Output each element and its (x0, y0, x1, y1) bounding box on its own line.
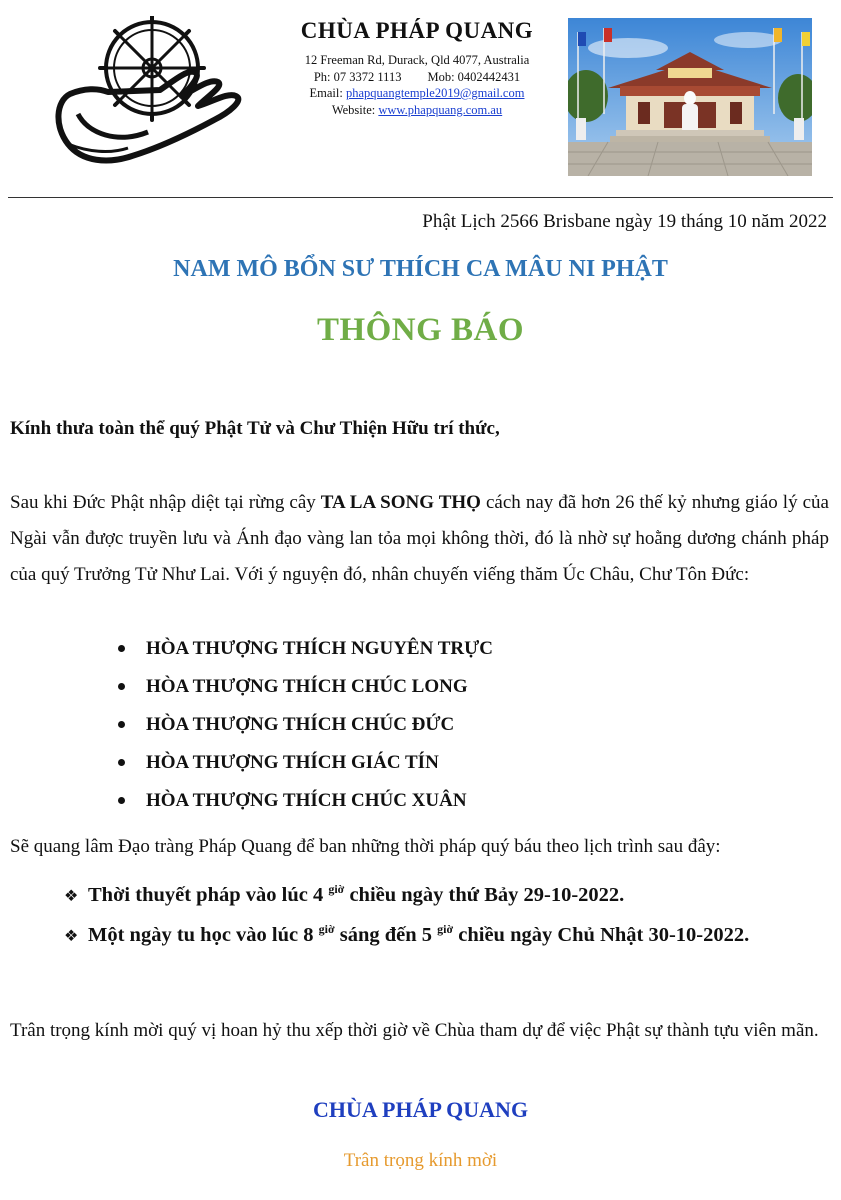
phone-number: Ph: 07 3372 1113 (313, 69, 402, 84)
email-label: Email: (309, 86, 343, 100)
diamond-bullet-icon: ❖ (64, 928, 79, 945)
list-item: HÒA THƯỢNG THÍCH GIÁC TÍN (118, 746, 493, 784)
dateline: Phật Lịch 2566 Brisbane ngày 19 tháng 10 năm 2022 (422, 211, 827, 232)
temple-address: 12 Freeman Rd, Durack, Qld 4077, Australia (304, 53, 530, 67)
invocation-heading: NAM MÔ BỔN SƯ THÍCH CA MÂU NI PHẬT (173, 256, 668, 282)
email-link[interactable]: phapquangtemple2019@gmail.com (345, 86, 525, 100)
temple-photo (568, 18, 812, 176)
list-item: HÒA THƯỢNG THÍCH CHÚC LONG (118, 670, 493, 708)
intro-text-after: cách nay đã hơn 26 thế kỷ nhưng giáo lý của Ngài vẫn được truyền lưu và Ánh đạo vàng lan tỏa mọi không thời, đó là nhờ sự hoằng dương chánh pháp của quý Trưởng Tử Như Lai. Với ý nguyện đó, nhân chuyến viếng thăm Úc Châu, Chư Tôn Đức: (10, 492, 829, 585)
intro-place: TA LA SONG THỌ (320, 492, 481, 513)
schedule-list (64, 878, 749, 958)
temple-email-line (272, 85, 562, 102)
list-item: HÒA THƯỢNG THÍCH CHÚC XUÂN (118, 784, 493, 822)
notice-title: THÔNG BÁO (316, 312, 525, 348)
temple-phones (272, 69, 562, 86)
list-item: HÒA THƯỢNG THÍCH CHÚC ĐỨC (118, 708, 493, 746)
header-divider (8, 197, 833, 198)
temple-name: CHÙA PHÁP QUANG (300, 18, 534, 43)
salutation: Kính thưa toàn thể quý Phật Tử và Chư Thiện Hữu trí thức, (10, 418, 500, 439)
mobile-number: Mob: 0402442431 (427, 69, 521, 84)
schedule-intro: Sẽ quang lâm Đạo tràng Pháp Quang để ban những thời pháp quý báu theo lịch trình sau đây: (10, 836, 721, 857)
signature-temple-name: CHÙA PHÁP QUANG (312, 1097, 529, 1122)
website-link[interactable]: www.phapquang.com.au (378, 102, 503, 117)
letterhead (272, 18, 562, 118)
dharma-wheel-in-hand-icon (48, 16, 248, 176)
closing-paragraph: Trân trọng kính mời quý vị hoan hỷ thu xếp thời giờ về Chùa tham dự để việc Phật sự thành tựu viên mãn. (10, 1020, 819, 1041)
website-label: Website: (331, 102, 376, 117)
diamond-bullet-icon: ❖ (64, 888, 79, 905)
intro-text-before: Sau khi Đức Phật nhập diệt tại rừng cây (10, 492, 321, 513)
list-item: HÒA THƯỢNG THÍCH NGUYÊN TRỰC (118, 632, 493, 670)
schedule-item-dharma-talk: ❖ Thời thuyết pháp vào lúc 4 $^{giờ}$ chiều ngày thứ Bảy 29-10-2022. (64, 878, 749, 918)
intro-paragraph (10, 485, 829, 593)
temple-website-line (272, 102, 562, 119)
signature-regards: Trân trọng kính mời (343, 1150, 498, 1171)
monks-list (118, 632, 493, 822)
schedule-item-retreat-day: ❖ Một ngày tu học vào lúc 8 $^{giờ}$ sáng đến 5 $^{giờ}$ chiều ngày Chủ Nhật 30-10-2022. (64, 918, 749, 958)
